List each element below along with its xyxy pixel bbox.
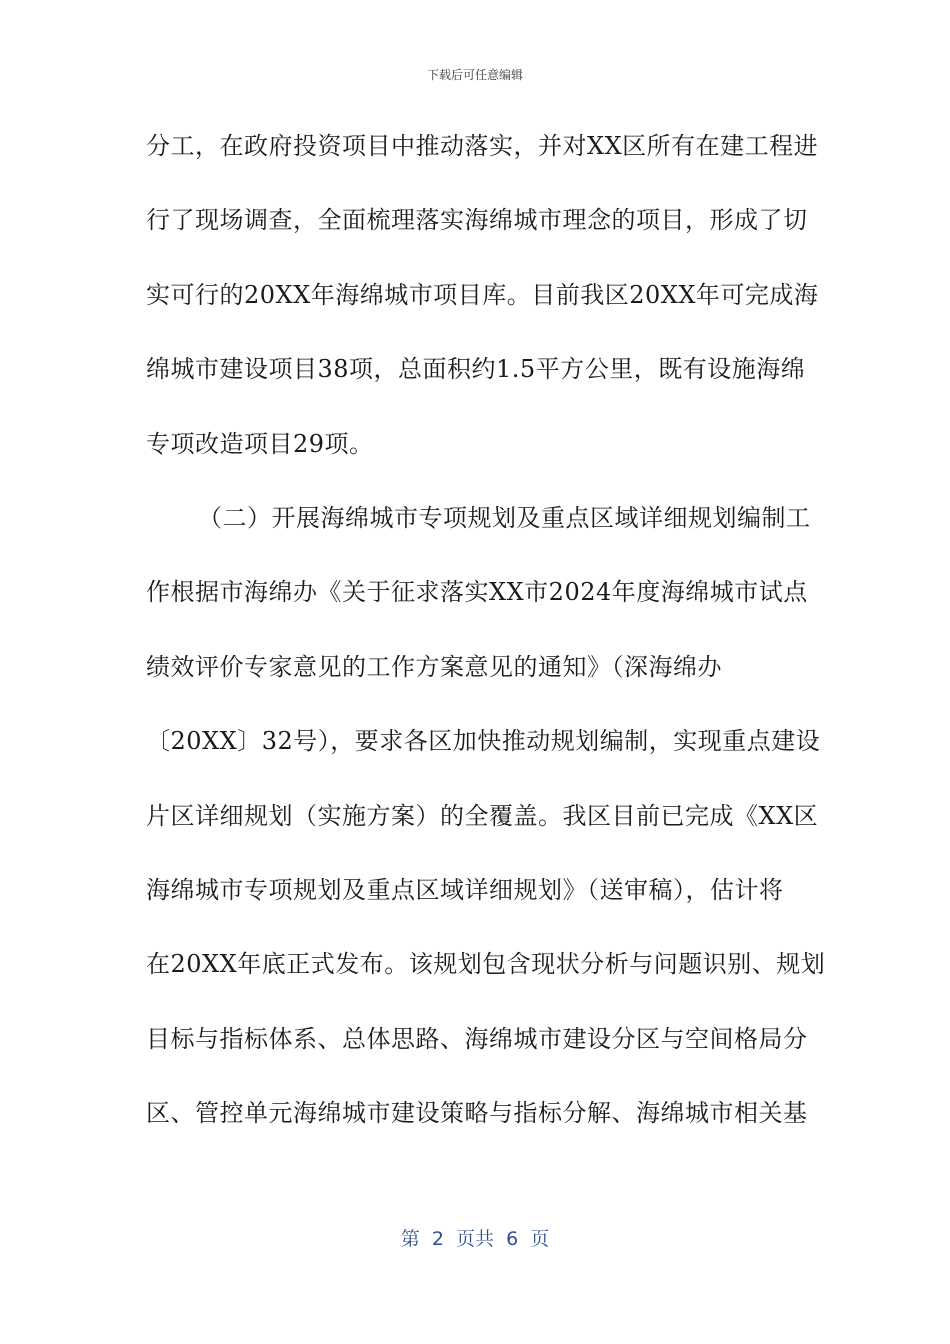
document-body <box>146 120 826 1161</box>
page-number-label: 第 2 页共 6 页 <box>400 1228 550 1250</box>
body-line: 海绵城市专项规划及重点区域详细规划》（送审稿），估计将 <box>146 875 784 904</box>
section-heading-line: （二）开展海绵城市专项规划及重点区域详细规划编制工 <box>198 503 811 532</box>
header-note: 下载后可任意编辑 <box>426 68 523 82</box>
body-line: 在20XX年底正式发布。该规划包含现状分析与问题识别、规划 <box>146 950 826 979</box>
body-line: 〔20XX〕32号），要求各区加快推动规划编制，实现重点建设 <box>146 727 821 756</box>
body-line: 片区详细规划（实施方案）的全覆盖。我区目前已完成《XX区 <box>146 801 819 830</box>
body-line: 作根据市海绵办《关于征求落实XX市2024年度海绵城市试点 <box>146 578 808 607</box>
body-line: 行了现场调查，全面梳理落实海绵城市理念的项目，形成了切 <box>146 206 808 235</box>
body-line: 绵城市建设项目38项，总面积约1.5平方公里，既有设施海绵 <box>146 355 806 384</box>
body-line: 专项改造项目29项。 <box>146 429 374 458</box>
body-line: 绩效评价专家意见的工作方案意见的通知》（深海绵办 <box>146 652 722 681</box>
body-line: 区、管控单元海绵城市建设策略与指标分解、海绵城市相关基 <box>146 1099 808 1128</box>
body-line: 目标与指标体系、总体思路、海绵城市建设分区与空间格局分 <box>146 1024 808 1053</box>
page-number-footer <box>0 1224 950 1251</box>
body-line: 分工，在政府投资项目中推动落实，并对XX区所有在建工程进 <box>146 132 819 160</box>
body-line: 实可行的20XX年海绵城市项目库。目前我区20XX年可完成海 <box>146 280 819 309</box>
